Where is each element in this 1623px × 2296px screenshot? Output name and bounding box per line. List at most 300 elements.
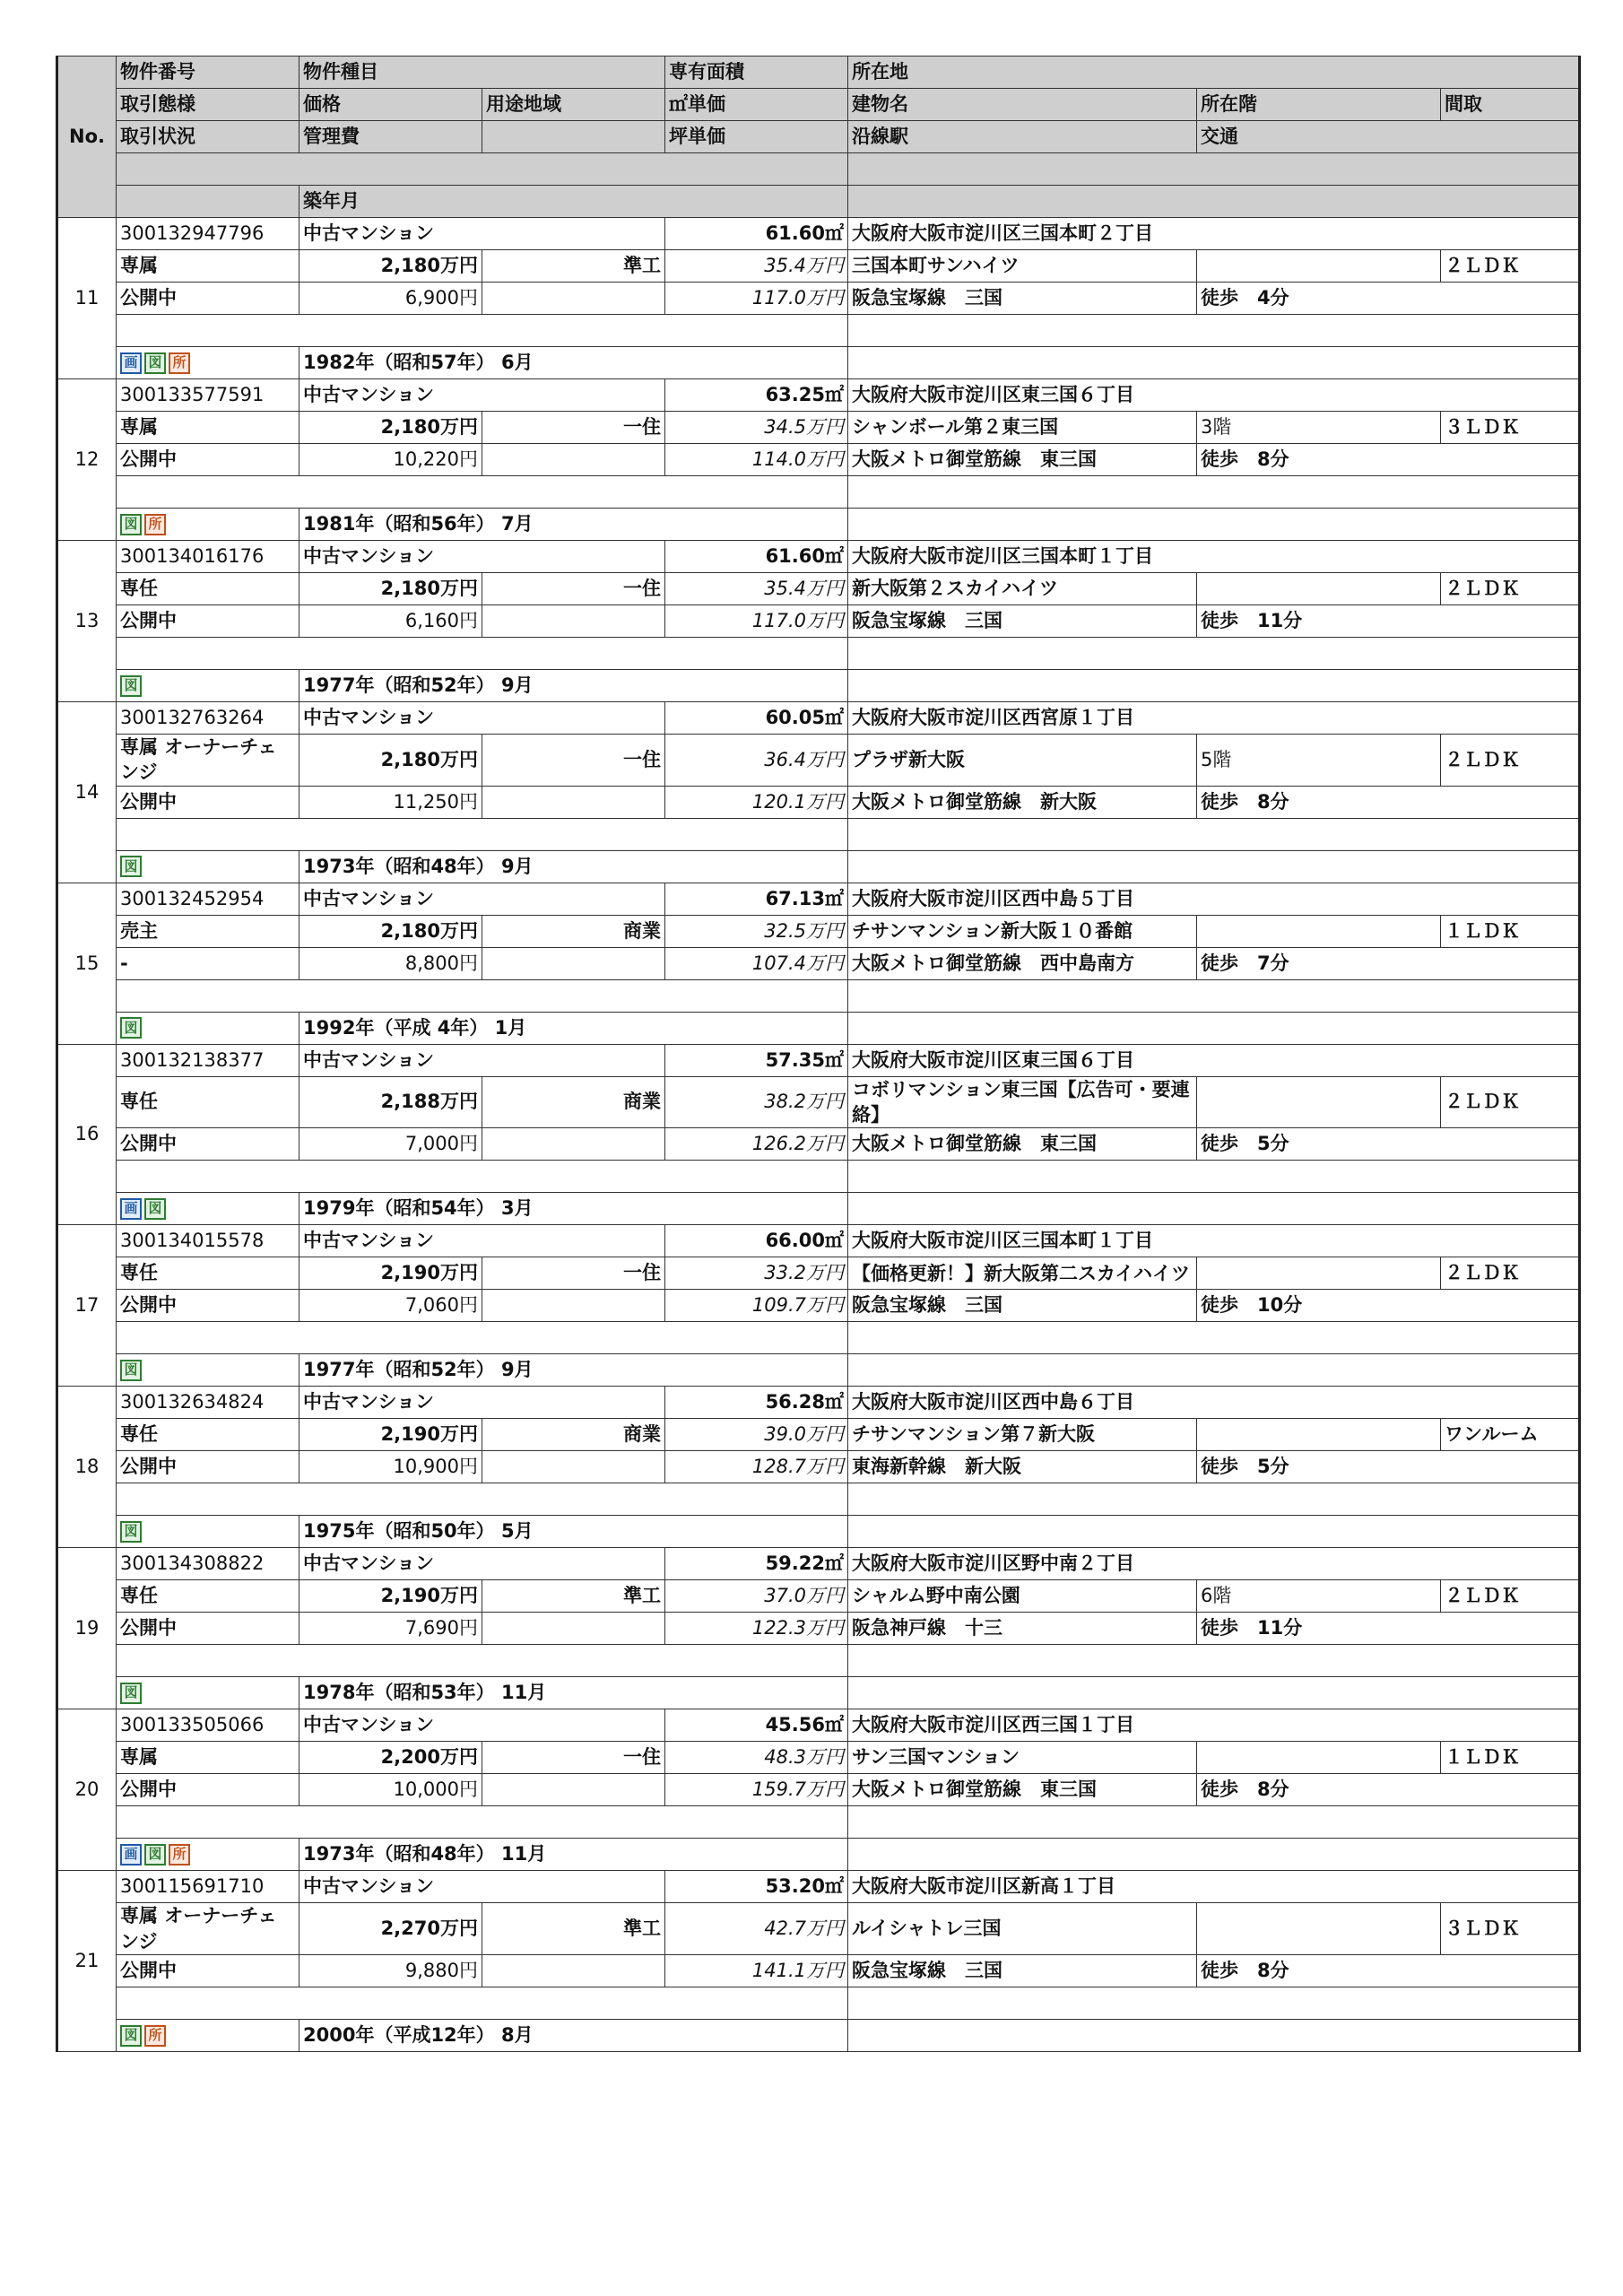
property-type: 中古マンション [299,1044,665,1076]
blank-cell [117,1806,848,1839]
property-type: 中古マンション [299,541,665,573]
layout: １ＬＤＫ [1441,915,1580,947]
listing-no: 20 [57,1709,117,1871]
blank-cell [117,1322,848,1354]
unit-price-m2: 42.7万円 [665,1903,848,1955]
property-id: 300132947796 [117,218,299,250]
access: 徒歩 5分 [1197,1451,1580,1483]
access: 徒歩 8分 [1197,444,1580,476]
management-fee: 8,800円 [299,947,482,979]
media-badges [117,1839,299,1871]
floor-area: 56.28㎡ [665,1387,848,1419]
empty-cell [482,947,665,979]
property-id: 300133577591 [117,379,299,412]
location-map-icon[interactable]: 所 [169,352,190,374]
floor: 5階 [1197,735,1441,787]
zoning: 商業 [482,1419,665,1451]
header-blank [848,153,1580,186]
blank-cell [848,315,1580,347]
address: 大阪府大阪市淀川区東三国６丁目 [848,1044,1580,1076]
price: 2,180万円 [299,573,482,605]
building-name: チサンマンション新大阪１０番館 [848,915,1197,947]
photo-icon[interactable]: 画 [120,1844,142,1866]
zoning: 準工 [482,1903,665,1955]
badge-group [120,1521,295,1543]
unit-price-m2: 33.2万円 [665,1257,848,1290]
blank-cell [848,1483,1580,1516]
price: 2,180万円 [299,915,482,947]
building-name: 【価格更新！】新大阪第二スカイハイツ [848,1257,1197,1290]
built-date: 1975年（昭和50年） 5月 [299,1516,848,1548]
zoning: 一住 [482,735,665,787]
unit-price-m2: 39.0万円 [665,1419,848,1451]
listing-no: 11 [57,218,117,379]
header-blank [117,186,299,218]
header-building: 建物名 [848,89,1197,121]
zoning: 一住 [482,1257,665,1290]
header-mgmt-fee: 管理費 [299,121,482,153]
floor-area: 61.60㎡ [665,218,848,250]
floor: 3階 [1197,412,1441,444]
header-layout: 間取 [1441,89,1580,121]
layout: １ＬＤＫ [1441,1742,1580,1774]
blank-cell [848,1354,1580,1387]
blank-cell [848,1193,1580,1225]
floor [1197,1076,1441,1128]
unit-price-m2: 48.3万円 [665,1742,848,1774]
listing-no: 12 [57,379,117,541]
station: 大阪メトロ御堂筋線 東三国 [848,444,1197,476]
property-id: 300132452954 [117,883,299,915]
management-fee: 10,000円 [299,1774,482,1806]
access: 徒歩 8分 [1197,786,1580,818]
built-date: 1982年（昭和57年） 6月 [299,347,848,379]
built-date: 1981年（昭和56年） 7月 [299,509,848,541]
badge-group [120,2025,295,2047]
building-name: プラザ新大阪 [848,735,1197,787]
layout: ２ＬＤＫ [1441,250,1580,283]
blank-cell [848,476,1580,509]
deal-status: - [117,947,299,979]
property-type: 中古マンション [299,702,665,735]
built-date: 1992年（平成 4年） 1月 [299,1012,848,1044]
unit-price-tsubo: 141.1万円 [665,1955,848,1987]
price: 2,190万円 [299,1419,482,1451]
blank-cell [848,1322,1580,1354]
floor [1197,250,1441,283]
property-id: 300132138377 [117,1044,299,1076]
deal-type: 専任 [117,1076,299,1128]
blank-cell [117,1645,848,1677]
blank-cell [848,1839,1580,1871]
blank-cell [848,979,1580,1012]
address: 大阪府大阪市淀川区三国本町１丁目 [848,541,1580,573]
unit-price-m2: 32.5万円 [665,915,848,947]
floorplan-icon[interactable]: 図 [120,2025,142,2047]
header-empty [482,121,665,153]
station: 大阪メトロ御堂筋線 新大阪 [848,786,1197,818]
deal-type: 専任 [117,573,299,605]
unit-price-tsubo: 114.0万円 [665,444,848,476]
listing-row [57,379,1580,412]
deal-type: 専属 オーナーチェンジ [117,1903,299,1955]
price: 2,180万円 [299,250,482,283]
deal-status: 公開中 [117,1774,299,1806]
address: 大阪府大阪市淀川区三国本町２丁目 [848,218,1580,250]
floor [1197,915,1441,947]
zoning: 商業 [482,1076,665,1128]
access: 徒歩 4分 [1197,283,1580,315]
media-badges [117,1516,299,1548]
access: 徒歩 11分 [1197,605,1580,638]
management-fee: 11,250円 [299,786,482,818]
floor [1197,1257,1441,1290]
empty-cell [482,444,665,476]
photo-icon[interactable]: 画 [120,1198,142,1220]
listing-row [57,702,1580,735]
blank-cell [848,1012,1580,1044]
management-fee: 7,000円 [299,1128,482,1161]
layout: ２ＬＤＫ [1441,573,1580,605]
floorplan-icon[interactable]: 図 [120,856,142,877]
floorplan-icon[interactable]: 図 [120,675,142,697]
header-zoning: 用途地域 [482,89,665,121]
unit-price-tsubo: 107.4万円 [665,947,848,979]
floorplan-icon[interactable]: 図 [120,1683,142,1704]
building-name: チサンマンション第７新大阪 [848,1419,1197,1451]
deal-type: 専属 [117,1742,299,1774]
price: 2,180万円 [299,735,482,787]
unit-price-m2: 34.5万円 [665,412,848,444]
badge-group [120,1198,295,1220]
floor-area: 59.22㎡ [665,1548,848,1580]
built-date: 1973年（昭和48年） 9月 [299,850,848,883]
layout: ２ＬＤＫ [1441,1257,1580,1290]
access: 徒歩 11分 [1197,1613,1580,1645]
property-id: 300133505066 [117,1709,299,1742]
blank-cell [117,476,848,509]
empty-cell [482,786,665,818]
badge-group [120,675,295,697]
zoning: 一住 [482,412,665,444]
address: 大阪府大阪市淀川区東三国６丁目 [848,379,1580,412]
built-date: 1978年（昭和53年） 11月 [299,1677,848,1709]
media-badges [117,1354,299,1387]
management-fee: 6,160円 [299,605,482,638]
management-fee: 10,900円 [299,1451,482,1483]
blank-cell [848,670,1580,702]
property-id: 300115691710 [117,1871,299,1903]
address: 大阪府大阪市淀川区新高１丁目 [848,1871,1580,1903]
badge-group [120,1360,295,1381]
deal-type: 専任 [117,1257,299,1290]
deal-status: 公開中 [117,283,299,315]
access: 徒歩 5分 [1197,1128,1580,1161]
location-map-icon[interactable]: 所 [169,1844,190,1866]
listing-row [57,1225,1580,1257]
unit-price-tsubo: 159.7万円 [665,1774,848,1806]
layout: ２ＬＤＫ [1441,1076,1580,1128]
zoning: 商業 [482,915,665,947]
listing-no: 13 [57,541,117,702]
blank-cell [117,1987,848,2020]
blank-cell [848,509,1580,541]
unit-price-tsubo: 109.7万円 [665,1290,848,1322]
floor-area: 45.56㎡ [665,1709,848,1742]
station: 大阪メトロ御堂筋線 東三国 [848,1774,1197,1806]
deal-status: 公開中 [117,1451,299,1483]
listing-row [57,541,1580,573]
floor-area: 67.13㎡ [665,883,848,915]
header-blank [848,186,1580,218]
built-date: 1973年（昭和48年） 11月 [299,1839,848,1871]
unit-price-m2: 36.4万円 [665,735,848,787]
empty-cell [482,1290,665,1322]
deal-status: 公開中 [117,605,299,638]
header-price: 価格 [299,89,482,121]
badge-group [120,856,295,877]
media-badges [117,1193,299,1225]
address: 大阪府大阪市淀川区西三国１丁目 [848,1709,1580,1742]
empty-cell [482,1774,665,1806]
zoning: 準工 [482,1580,665,1613]
property-type: 中古マンション [299,1871,665,1903]
media-badges [117,1677,299,1709]
blank-cell [848,850,1580,883]
listing-row [57,218,1580,250]
floor-area: 63.25㎡ [665,379,848,412]
building-name: シャンボール第２東三国 [848,412,1197,444]
listing-no: 18 [57,1387,117,1548]
blank-cell [117,979,848,1012]
listing-no: 17 [57,1225,117,1387]
blank-cell [117,818,848,850]
management-fee: 10,220円 [299,444,482,476]
location-map-icon[interactable]: 所 [144,2025,166,2047]
property-id: 300132634824 [117,1387,299,1419]
access: 徒歩 10分 [1197,1290,1580,1322]
built-date: 1977年（昭和52年） 9月 [299,1354,848,1387]
floor: 6階 [1197,1580,1441,1613]
floor-area: 57.35㎡ [665,1044,848,1076]
layout: ３ＬＤＫ [1441,1903,1580,1955]
zoning: 一住 [482,573,665,605]
listing-no: 21 [57,1871,117,2052]
built-date: 1979年（昭和54年） 3月 [299,1193,848,1225]
floorplan-icon[interactable]: 図 [120,1521,142,1543]
listing-row [57,1044,1580,1076]
listing-no: 15 [57,883,117,1044]
badge-group [120,352,295,374]
badge-group [120,1844,295,1866]
property-id: 300134016176 [117,541,299,573]
zoning: 準工 [482,250,665,283]
blank-cell [117,315,848,347]
station: 阪急宝塚線 三国 [848,283,1197,315]
building-name: コボリマンション東三国【広告可・要連絡】 [848,1076,1197,1128]
property-type: 中古マンション [299,1225,665,1257]
floor-area: 60.05㎡ [665,702,848,735]
layout: ２ＬＤＫ [1441,1580,1580,1613]
blank-cell [848,818,1580,850]
management-fee: 6,900円 [299,283,482,315]
deal-type: 売主 [117,915,299,947]
floorplan-icon[interactable]: 図 [120,1360,142,1381]
listing-no: 14 [57,702,117,883]
address: 大阪府大阪市淀川区三国本町１丁目 [848,1225,1580,1257]
building-name: 新大阪第２スカイハイツ [848,573,1197,605]
price: 2,180万円 [299,412,482,444]
zoning: 一住 [482,1742,665,1774]
station: 大阪メトロ御堂筋線 東三国 [848,1128,1197,1161]
deal-type: 専任 [117,1419,299,1451]
station: 阪急宝塚線 三国 [848,1290,1197,1322]
price: 2,200万円 [299,1742,482,1774]
deal-status: 公開中 [117,1613,299,1645]
blank-cell [848,1161,1580,1193]
address: 大阪府大阪市淀川区西宮原１丁目 [848,702,1580,735]
header-built: 築年月 [299,186,848,218]
header-unit-price-tsubo: 坪単価 [665,121,848,153]
floorplan-icon[interactable]: 図 [120,1017,142,1039]
property-id: 300134015578 [117,1225,299,1257]
property-type: 中古マンション [299,1387,665,1419]
building-name: サン三国マンション [848,1742,1197,1774]
floor [1197,573,1441,605]
unit-price-m2: 38.2万円 [665,1076,848,1128]
unit-price-tsubo: 117.0万円 [665,605,848,638]
blank-cell [848,347,1580,379]
management-fee: 7,690円 [299,1613,482,1645]
deal-type: 専属 [117,412,299,444]
empty-cell [482,1955,665,1987]
blank-cell [848,1677,1580,1709]
floor-area: 66.00㎡ [665,1225,848,1257]
station: 大阪メトロ御堂筋線 西中島南方 [848,947,1197,979]
station: 阪急宝塚線 三国 [848,605,1197,638]
floorplan-icon[interactable]: 図 [144,1198,166,1220]
property-id: 300132763264 [117,702,299,735]
header-blank [117,153,848,186]
price: 2,188万円 [299,1076,482,1128]
header-area: 専有面積 [665,57,848,89]
header-access: 交通 [1197,121,1580,153]
listing-row [57,883,1580,915]
unit-price-m2: 35.4万円 [665,573,848,605]
deal-type: 専属 [117,250,299,283]
listing-body [57,218,1580,2052]
listing-row [57,1548,1580,1580]
built-date: 2000年（平成12年） 8月 [299,2020,848,2052]
property-type: 中古マンション [299,883,665,915]
property-type: 中古マンション [299,1709,665,1742]
header-deal-type: 取引態様 [117,89,299,121]
empty-cell [482,283,665,315]
management-fee: 7,060円 [299,1290,482,1322]
unit-price-m2: 35.4万円 [665,250,848,283]
media-badges [117,509,299,541]
header-station: 沿線駅 [848,121,1197,153]
station: 阪急宝塚線 三国 [848,1955,1197,1987]
blank-cell [848,1987,1580,2020]
floor [1197,1742,1441,1774]
header-floor: 所在階 [1197,89,1441,121]
deal-status: 公開中 [117,786,299,818]
unit-price-tsubo: 126.2万円 [665,1128,848,1161]
photo-icon[interactable]: 画 [120,352,142,374]
management-fee: 9,880円 [299,1955,482,1987]
layout: ３ＬＤＫ [1441,412,1580,444]
header-address: 所在地 [848,57,1580,89]
header-unit-price-m2: ㎡単価 [665,89,848,121]
floorplan-icon[interactable]: 図 [144,1844,166,1866]
header-deal-status: 取引状況 [117,121,299,153]
media-badges [117,347,299,379]
access: 徒歩 8分 [1197,1774,1580,1806]
property-type: 中古マンション [299,1548,665,1580]
blank-cell [848,638,1580,670]
listing-row [57,1709,1580,1742]
access: 徒歩 7分 [1197,947,1580,979]
media-badges [117,670,299,702]
floor-area: 53.20㎡ [665,1871,848,1903]
media-badges [117,2020,299,2052]
unit-price-tsubo: 128.7万円 [665,1451,848,1483]
empty-cell [482,1451,665,1483]
listing-row [57,1387,1580,1419]
empty-cell [482,1128,665,1161]
floorplan-icon[interactable]: 図 [144,352,166,374]
listing-no: 19 [57,1548,117,1709]
access: 徒歩 8分 [1197,1955,1580,1987]
header-type: 物件種目 [299,57,665,89]
header-property-id: 物件番号 [117,57,299,89]
header-no: No. [57,57,117,218]
badge-group [120,514,295,535]
price: 2,190万円 [299,1580,482,1613]
deal-type: 専任 [117,1580,299,1613]
deal-status: 公開中 [117,444,299,476]
building-name: ルイシャトレ三国 [848,1903,1197,1955]
floorplan-icon[interactable]: 図 [120,514,142,535]
badge-group [120,1683,295,1704]
listing-row [57,1871,1580,1903]
media-badges [117,1012,299,1044]
property-type: 中古マンション [299,379,665,412]
building-name: シャルム野中南公園 [848,1580,1197,1613]
layout: ワンルーム [1441,1419,1580,1451]
empty-cell [482,1613,665,1645]
address: 大阪府大阪市淀川区野中南２丁目 [848,1548,1580,1580]
blank-cell [117,1483,848,1516]
deal-type: 専属 オーナーチェンジ [117,735,299,787]
station: 阪急神戸線 十三 [848,1613,1197,1645]
deal-status: 公開中 [117,1955,299,1987]
table-header [57,57,1580,218]
address: 大阪府大阪市淀川区西中島５丁目 [848,883,1580,915]
blank-cell [117,638,848,670]
price: 2,270万円 [299,1903,482,1955]
property-id: 300134308822 [117,1548,299,1580]
location-map-icon[interactable]: 所 [144,514,166,535]
blank-cell [848,2020,1580,2052]
building-name: 三国本町サンハイツ [848,250,1197,283]
unit-price-m2: 37.0万円 [665,1580,848,1613]
floor [1197,1419,1441,1451]
deal-status: 公開中 [117,1290,299,1322]
empty-cell [482,605,665,638]
price: 2,190万円 [299,1257,482,1290]
